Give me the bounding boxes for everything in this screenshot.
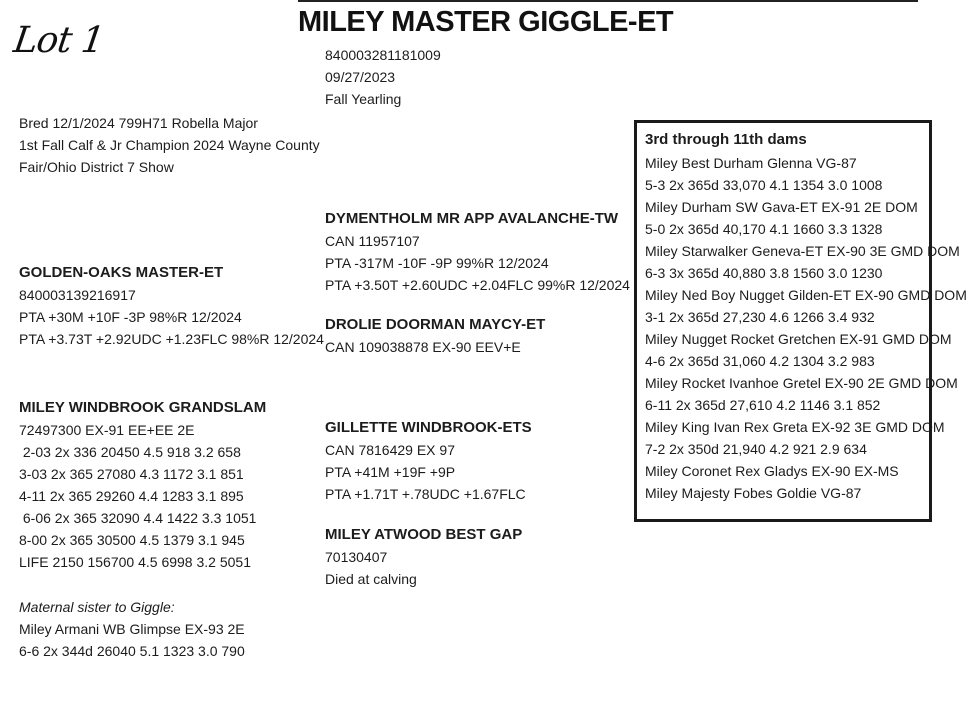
dam-entry: Miley Best Durham Glenna VG-87 (645, 155, 857, 171)
dam-sire-line: PTA +1.71T +.78UDC +1.67FLC (325, 486, 526, 502)
dams-box-heading: 3rd through 11th dams (645, 131, 807, 148)
dam-record: 5-0 2x 365d 40,170 4.1 1660 3.3 1328 (645, 221, 883, 237)
dam-dam-name: MILEY ATWOOD BEST GAP (325, 526, 523, 543)
sire-line: PTA +30M +10F -3P 98%R 12/2024 (19, 309, 242, 325)
dam-sire-line: PTA +41M +19F +9P (325, 464, 456, 480)
sire-dam-line: CAN 109038878 EX-90 EEV+E (325, 339, 521, 355)
maternal-sister-heading: Maternal sister to Giggle: (19, 599, 175, 615)
animal-name-title: MILEY MASTER GIGGLE-ET (298, 6, 674, 38)
dam-record: 3-1 2x 365d 27,230 4.6 1266 3.4 932 (645, 309, 875, 325)
dam-record: 4-11 2x 365 29260 4.4 1283 3.1 895 (19, 488, 244, 504)
dam-record: 6-11 2x 365d 27,610 4.2 1146 3.1 852 (645, 397, 881, 413)
dams-box-content (645, 129, 967, 504)
dam-entry: Miley King Ivan Rex Greta EX-92 3E GMD DOM (645, 419, 945, 435)
maternal-sister-line: Miley Armani WB Glimpse EX-93 2E (19, 621, 245, 637)
sire-line: 840003139216917 (19, 287, 136, 303)
sire-sire-line: PTA +3.50T +2.60UDC +2.04FLC 99%R 12/2024 (325, 277, 630, 293)
sire-sire-line: CAN 11957107 (325, 233, 420, 249)
dam-record: 8-00 2x 365 30500 4.5 1379 3.1 945 (19, 532, 245, 548)
sire-sire-line: PTA -317M -10F -9P 99%R 12/2024 (325, 255, 549, 271)
dam-entry: Miley Durham SW Gava-ET EX-91 2E DOM (645, 199, 918, 215)
animal-class: Fall Yearling (325, 91, 402, 107)
animal-birth-date: 09/27/2023 (325, 69, 396, 85)
bred-line: Bred 12/1/2024 799H71 Robella Major (19, 115, 258, 131)
dam-sire-line: CAN 7816429 EX 97 (325, 442, 455, 458)
sire-line: PTA +3.73T +2.92UDC +1.23FLC 98%R 12/2024 (19, 331, 324, 347)
dam-dam-line: Died at calving (325, 571, 417, 587)
animal-id: 840003281181009 (325, 47, 441, 63)
sire-dam-block (325, 314, 545, 358)
dam-sire-block (325, 417, 532, 505)
dam-record: 6-06 2x 365 32090 4.4 1422 3.3 1051 (19, 510, 257, 526)
bred-line: 1st Fall Calf & Jr Champion 2024 Wayne County (19, 137, 320, 153)
dam-record: 6-3 3x 365d 40,880 3.8 1560 3.0 1230 (645, 265, 883, 281)
dam-record: 4-6 2x 365d 31,060 4.2 1304 3.2 983 (645, 353, 875, 369)
dam-entry: Miley Coronet Rex Gladys EX-90 EX-MS (645, 463, 899, 479)
dam-name: MILEY WINDBROOK GRANDSLAM (19, 399, 267, 416)
dam-sire-name: GILLETTE WINDBROOK-ETS (325, 419, 532, 436)
dam-record: 7-2 2x 350d 21,940 4.2 921 2.9 634 (645, 441, 867, 457)
dams-box (634, 120, 967, 522)
maternal-sister-line: 6-6 2x 344d 26040 5.1 1323 3.0 790 (19, 643, 245, 659)
dam-entry: Miley Ned Boy Nugget Gilden-ET EX-90 GMD DOM (645, 287, 967, 303)
dam-dam-line: 70130407 (325, 549, 388, 565)
dam-entry: Miley Nugget Rocket Gretchen EX-91 GMD DOM (645, 331, 952, 347)
lot-number: Lot 1 (11, 20, 107, 61)
dam-record: 5-3 2x 365d 33,070 4.1 1354 3.0 1008 (645, 177, 883, 193)
maternal-sister-block (19, 596, 245, 662)
dam-entry: Miley Starwalker Geneva-ET EX-90 3E GMD DOM (645, 243, 960, 259)
sire-sire-block (325, 208, 630, 296)
dam-line: 72497300 EX-91 EE+EE 2E (19, 422, 195, 438)
dam-record: 2-03 2x 336 20450 4.5 918 3.2 658 (19, 444, 241, 460)
sire-block (19, 262, 324, 350)
dam-entry: Miley Rocket Ivanhoe Gretel EX-90 2E GMD DOM (645, 375, 958, 391)
animal-info (325, 44, 441, 110)
dam-block (19, 397, 266, 573)
top-rule (298, 0, 918, 2)
dam-entry: Miley Majesty Fobes Goldie VG-87 (645, 485, 862, 501)
dam-lifetime-record: LIFE 2150 156700 4.5 6998 3.2 5051 (19, 554, 251, 570)
sire-dam-name: DROLIE DOORMAN MAYCY-ET (325, 316, 546, 333)
dam-dam-block (325, 524, 522, 590)
sire-name: GOLDEN-OAKS MASTER-ET (19, 264, 224, 281)
bred-line: Fair/Ohio District 7 Show (19, 159, 174, 175)
sire-sire-name: DYMENTHOLM MR APP AVALANCHE-TW (325, 210, 619, 227)
dam-record: 3-03 2x 365 27080 4.3 1172 3.1 851 (19, 466, 244, 482)
bred-info (19, 112, 320, 178)
